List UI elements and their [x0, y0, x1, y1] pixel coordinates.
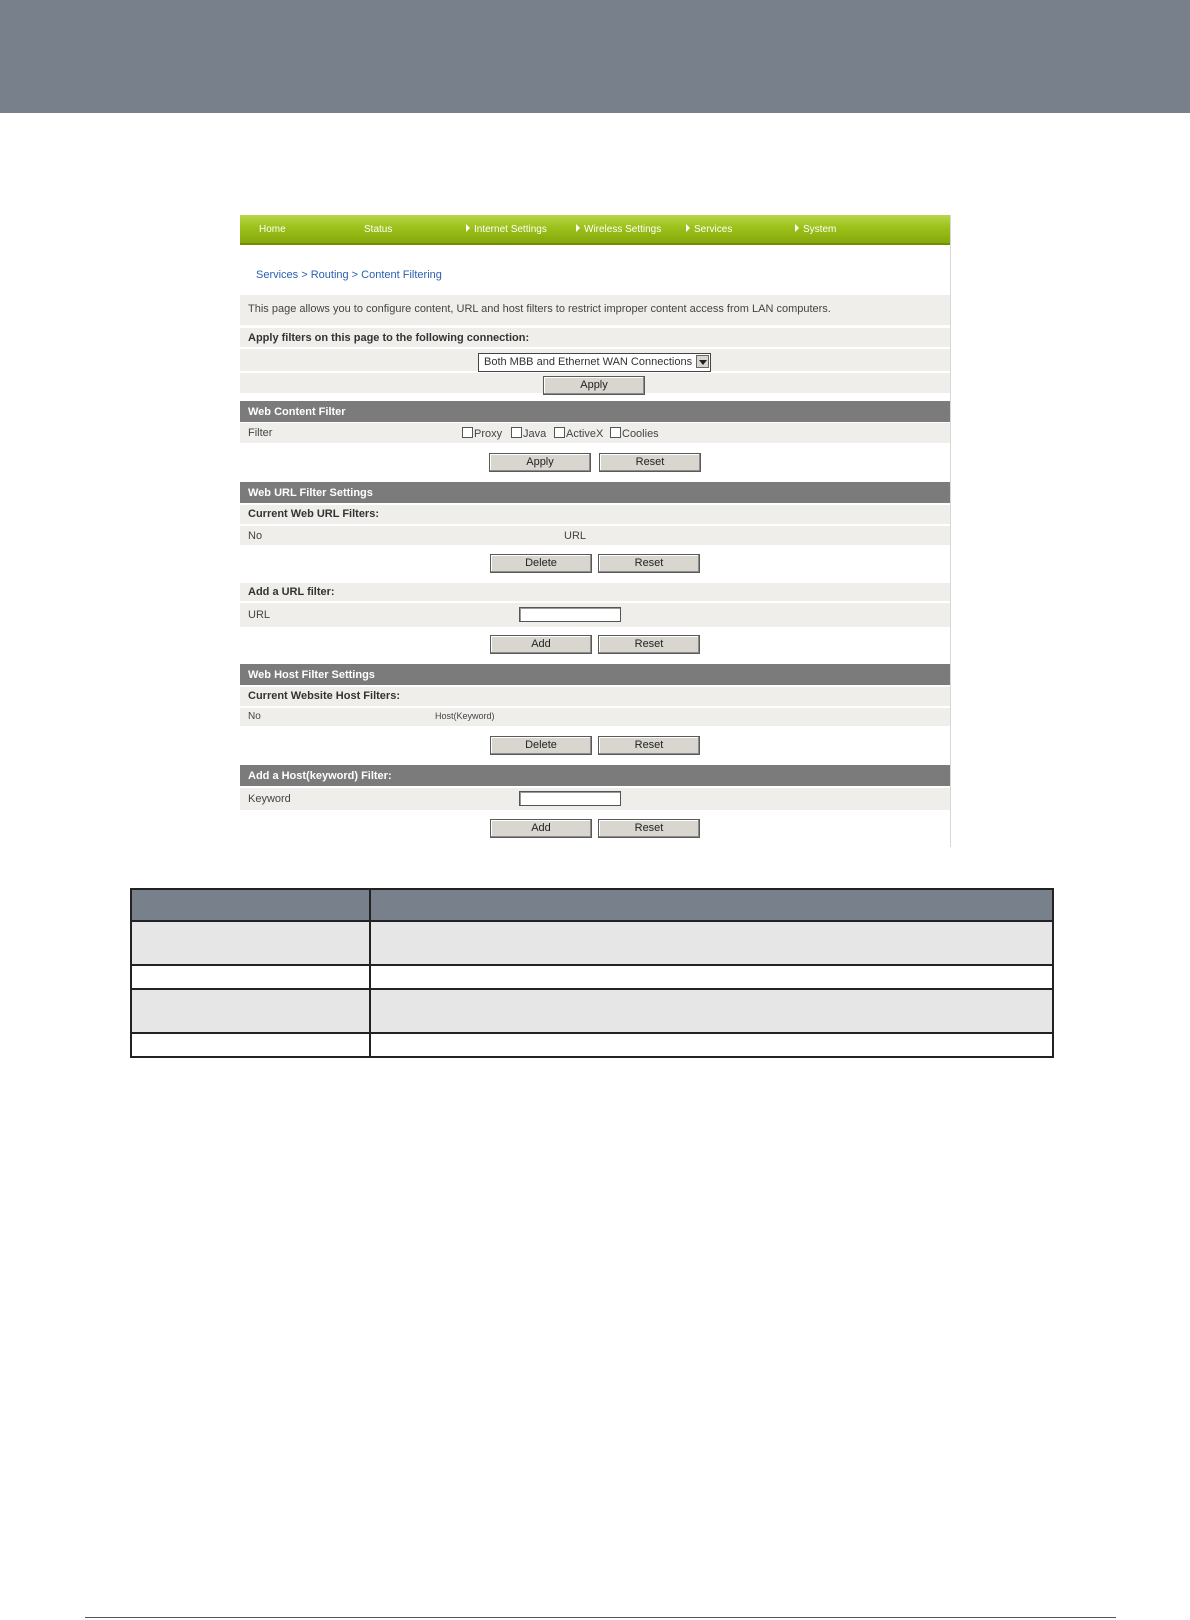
url-add-reset-button[interactable]: Reset [598, 635, 700, 654]
nav-home[interactable]: Home [259, 224, 286, 235]
url-reset-button[interactable]: Reset [598, 554, 700, 573]
apply-connection-button[interactable]: Apply [543, 376, 645, 395]
host-col-no: No [248, 711, 261, 722]
current-url-filters-label: Current Web URL Filters: [248, 508, 379, 520]
host-add-button[interactable]: Add [490, 819, 592, 838]
add-url-filter-title: Add a URL filter: [248, 586, 335, 598]
coolies-checkbox[interactable] [610, 427, 621, 438]
url-col-url: URL [564, 530, 587, 542]
proxy-label: Proxy [474, 428, 503, 440]
host-delete-button[interactable]: Delete [490, 736, 592, 755]
proxy-checkbox[interactable] [462, 427, 473, 438]
top-banner [0, 0, 1190, 113]
table-row [132, 920, 1052, 964]
table-row [132, 988, 1052, 1032]
keyword-input[interactable] [519, 791, 621, 806]
arrow-right-icon [466, 224, 470, 232]
host-reset-button[interactable]: Reset [598, 736, 700, 755]
apply-filters-row [240, 328, 950, 347]
main-nav-bar [240, 215, 950, 245]
filter-label: Filter [248, 427, 273, 439]
host-col-keyword: Host(Keyword) [435, 711, 495, 721]
web-host-filter-header [240, 664, 950, 685]
url-field-label: URL [248, 609, 271, 621]
intro-row [240, 295, 950, 325]
web-content-filter-header [240, 401, 950, 422]
router-screenshot [240, 215, 951, 847]
apply-filters-label: Apply filters on this page to the following connection: [248, 332, 530, 344]
current-host-filters-row [240, 687, 950, 706]
web-url-filter-title: Web URL Filter Settings [248, 487, 373, 499]
url-input[interactable] [519, 607, 621, 622]
table-row [132, 1032, 1052, 1056]
java-label: Java [523, 428, 547, 440]
current-url-filters-row [240, 505, 950, 524]
description-table [130, 888, 1054, 1058]
coolies-label: Coolies [622, 428, 659, 440]
intro-text: This page allows you to configure content, URL and host filters to restrict improper content access from LAN computers. [248, 303, 831, 315]
arrow-right-icon [795, 224, 799, 232]
keyword-field-label: Keyword [248, 793, 291, 805]
web-url-filter-header [240, 482, 950, 503]
activex-label: ActiveX [566, 428, 604, 440]
activex-checkbox[interactable] [554, 427, 565, 438]
column-divider [369, 890, 371, 1056]
arrow-right-icon [576, 224, 580, 232]
filter-row [240, 423, 950, 443]
breadcrumb[interactable]: Services > Routing > Content Filtering [256, 269, 442, 281]
url-add-button[interactable]: Add [490, 635, 592, 654]
connection-select-value: Both MBB and Ethernet WAN Connections [484, 356, 693, 368]
keyword-input-row [240, 788, 950, 810]
nav-services[interactable]: Services [686, 224, 732, 235]
host-filter-table-header [240, 708, 950, 726]
content-filter-reset-button[interactable]: Reset [599, 453, 701, 472]
description-table-header [132, 890, 1052, 920]
url-filter-table-header [240, 526, 950, 545]
nav-wireless-settings[interactable]: Wireless Settings [576, 224, 661, 235]
table-row [132, 964, 1052, 988]
connection-select[interactable] [478, 353, 711, 372]
url-delete-button[interactable]: Delete [490, 554, 592, 573]
add-url-filter-row [240, 583, 950, 601]
chevron-down-icon [696, 355, 709, 368]
web-content-filter-title: Web Content Filter [248, 406, 346, 418]
nav-internet-settings[interactable]: Internet Settings [466, 224, 547, 235]
content-filter-apply-button[interactable]: Apply [489, 453, 591, 472]
web-host-filter-title: Web Host Filter Settings [248, 669, 375, 681]
add-host-filter-header [240, 765, 950, 786]
footer-rule [85, 1617, 1116, 1618]
arrow-right-icon [686, 224, 690, 232]
url-input-row [240, 603, 950, 627]
java-checkbox[interactable] [511, 427, 522, 438]
nav-status[interactable]: Status [364, 224, 393, 235]
url-col-no: No [248, 530, 263, 542]
add-host-filter-title: Add a Host(keyword) Filter: [248, 770, 392, 782]
nav-system[interactable]: System [795, 224, 836, 235]
host-add-reset-button[interactable]: Reset [598, 819, 700, 838]
current-host-filters-label: Current Website Host Filters: [248, 690, 400, 702]
